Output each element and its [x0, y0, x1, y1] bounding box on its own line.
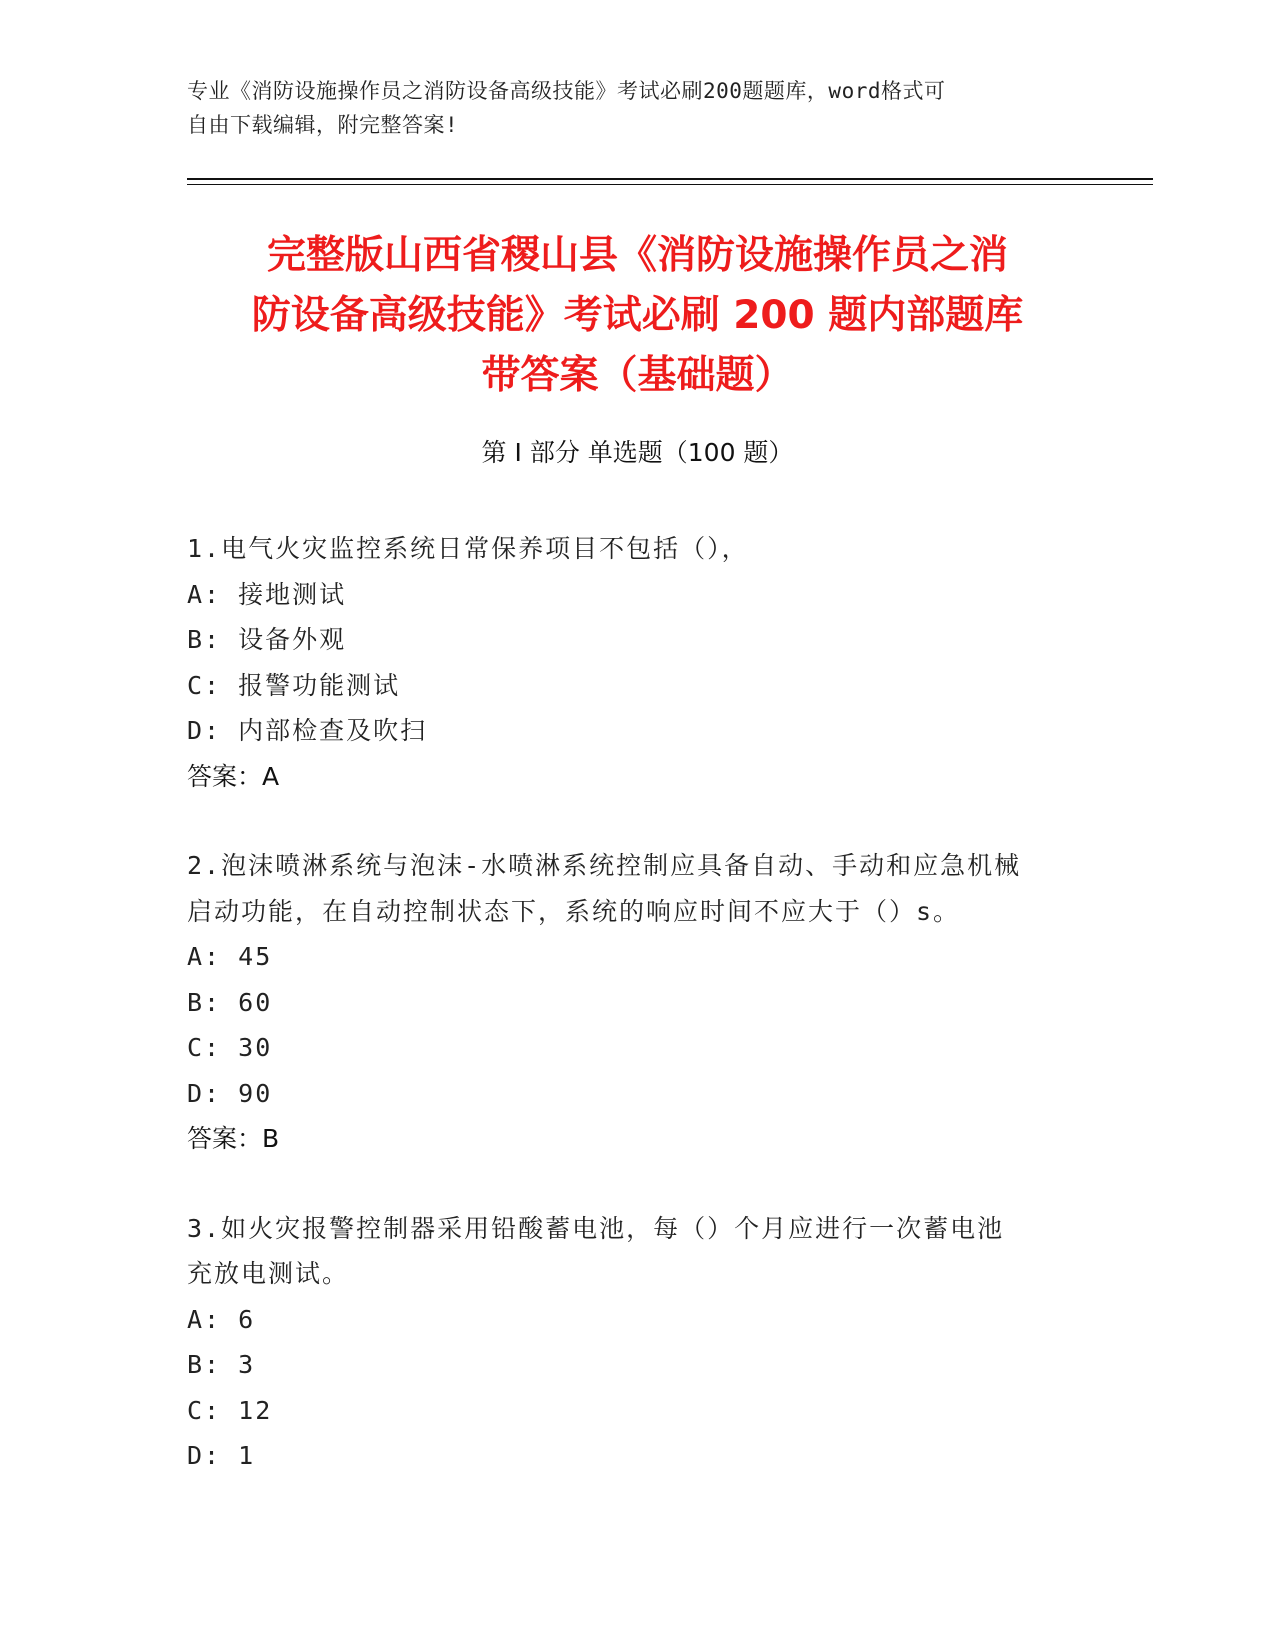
header-note-line: 自由下载编辑，附完整答案!: [187, 113, 459, 137]
option-d: D: 90: [187, 1078, 273, 1108]
option-b: B: 60: [187, 987, 273, 1017]
title-line: 防设备高级技能》考试必刷 200 题内部题库: [251, 293, 1024, 338]
answer: 答案：A: [187, 761, 280, 791]
header-note-line: 专业《消防设施操作员之消防设备高级技能》考试必刷200题题库，word格式可: [187, 79, 946, 103]
section-heading: 第 I 部分 单选题（100 题）: [481, 438, 794, 467]
option-c: C: 30: [187, 1033, 273, 1062]
option-a: A: 6: [187, 1304, 256, 1334]
question-1: [187, 526, 1087, 799]
question-list: [187, 526, 1087, 1523]
option-c: C: 报警功能测试: [187, 670, 401, 700]
question-stem: 启动功能，在自动控制状态下，系统的响应时间不应大于（）s。: [187, 896, 961, 926]
answer: 答案：B: [187, 1124, 280, 1153]
question-stem: 2.泡沫喷淋系统与泡沫-水喷淋系统控制应具备自动、手动和应急机械: [187, 851, 1022, 880]
option-b: B: 设备外观: [187, 625, 347, 654]
header-divider-thick: [187, 178, 1153, 180]
header-note: [187, 74, 1067, 142]
option-d: D: 内部检查及吹扫: [187, 716, 428, 745]
title-line: 完整版山西省稷山县《消防设施操作员之消: [266, 233, 1008, 278]
question-stem: 3.如火灾报警控制器采用铅酸蓄电池，每（）个月应进行一次蓄电池: [187, 1213, 1005, 1243]
title-line: 带答案（基础题）: [481, 353, 794, 398]
option-d: D: 1: [187, 1441, 256, 1470]
option-c: C: 12: [187, 1395, 273, 1425]
option-a: A: 45: [187, 942, 273, 971]
question-stem: 1.电气火灾监控系统日常保养项目不包括（），: [187, 534, 749, 563]
header-divider-thin: [187, 184, 1153, 185]
question-stem: 充放电测试。: [187, 1259, 350, 1288]
question-3: [187, 1206, 1087, 1479]
document-title: [150, 226, 1125, 406]
option-a: A: 接地测试: [187, 579, 347, 609]
option-b: B: 3: [187, 1350, 256, 1379]
question-2: [187, 843, 1087, 1162]
